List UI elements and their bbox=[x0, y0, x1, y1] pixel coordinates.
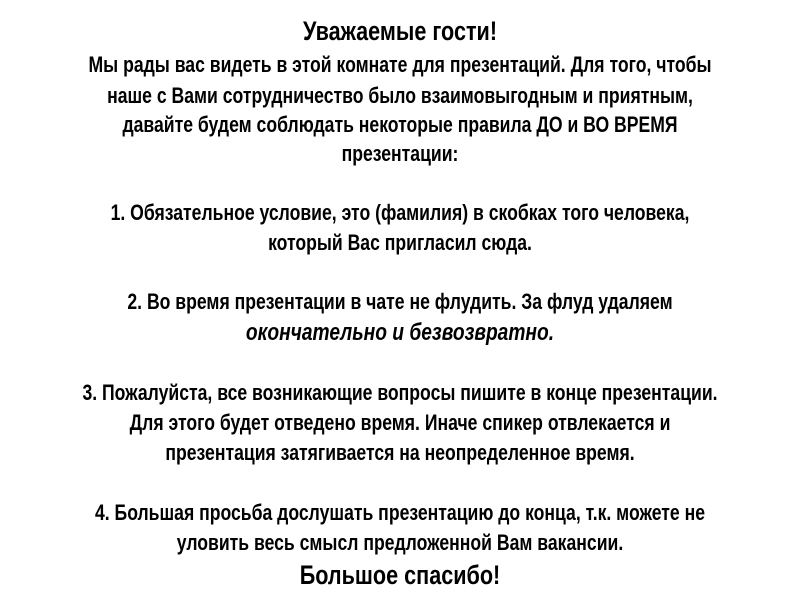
intro-line: давайте будем соблюдать некоторые правила ДО и ВО ВРЕМЯ bbox=[122, 112, 678, 137]
intro-line: наше с Вами сотрудничество было взаимовыгодным и приятным, bbox=[107, 83, 693, 108]
rule-2-line: 2. Во время презентации в чате не флудить. За флуд удаляем bbox=[127, 289, 673, 314]
slide-title: Уважаемые гости! bbox=[302, 16, 498, 46]
rule-2-emphasis: окончательно и безвозвратно. bbox=[245, 319, 555, 346]
rule-3-line: презентация затягивается на неопределенное время. bbox=[165, 440, 635, 465]
rule-1-line: который Вас пригласил сюда. bbox=[268, 230, 532, 255]
rule-4-line: 4. Большая просьба дослушать презентацию до конца, т.к. можете не bbox=[94, 500, 706, 525]
rule-4-line: уловить весь смысл предложенной Вам вакансии. bbox=[176, 530, 624, 555]
rule-1-line: 1. Обязательное условие, это (фамилия) в скобках того человека, bbox=[110, 200, 690, 225]
intro-line: Мы рады вас видеть в этой комнате для презентаций. Для того, чтобы bbox=[88, 52, 712, 77]
rule-3-line: 3. Пожалуйста, все возникающие вопросы пишите в конце презентации. bbox=[82, 380, 718, 405]
rule-3-line: Для этого будет отведено время. Иначе спикер отвлекается и bbox=[129, 410, 671, 435]
closing-thanks: Большое спасибо! bbox=[299, 560, 501, 590]
intro-line: презентации: bbox=[341, 141, 459, 166]
